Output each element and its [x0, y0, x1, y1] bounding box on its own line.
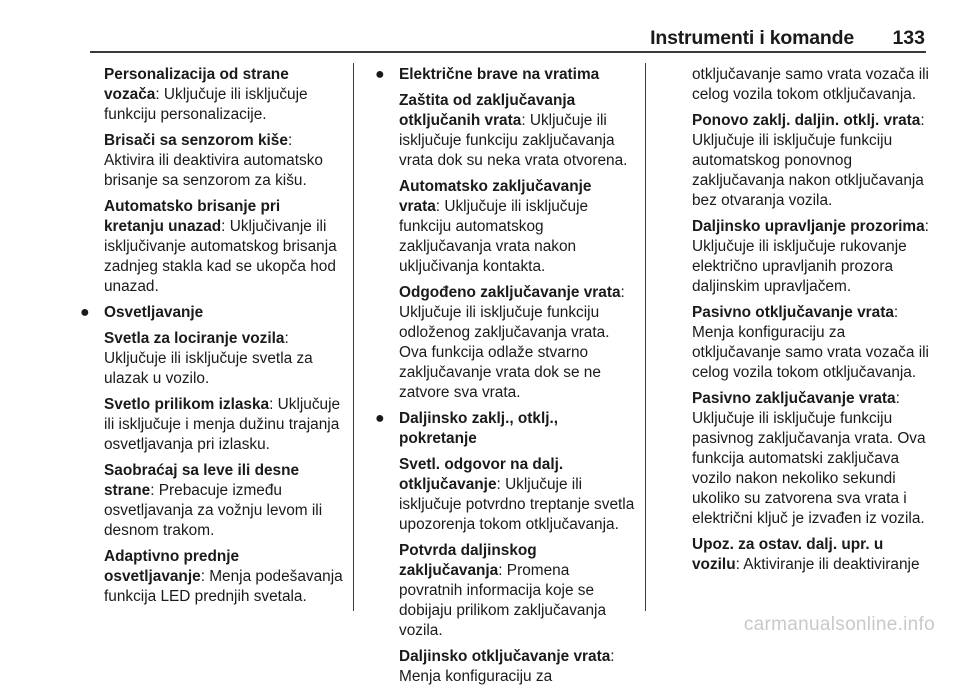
column-divider-right — [645, 63, 646, 611]
page-title: Instrumenti i komande — [650, 27, 854, 49]
section-heading — [375, 65, 635, 85]
setting-entry — [692, 389, 930, 529]
setting-name: Adaptivno prednje osvetljavanje — [104, 548, 240, 585]
section-heading-text: Električne brave na vratima — [399, 66, 600, 83]
bullet-icon: ● — [375, 410, 385, 427]
setting-description: : Prebacuje između osvetljavanja za vožnju levom ili desnom trakom. — [104, 482, 323, 539]
section-heading-text: Daljinsko zaklj., otklj., pokretanje — [399, 410, 559, 447]
setting-name: Saobraćaj sa leve ili desne strane — [104, 462, 300, 499]
setting-entry — [104, 395, 344, 455]
column-3 — [692, 65, 930, 581]
setting-name: Odgođeno zaključavanje vrata — [399, 284, 621, 301]
page-number: 133 — [892, 27, 925, 49]
setting-entry — [692, 303, 930, 383]
setting-description: : Uključuje ili isključuje funkciju automatskog zaključavanja vrata nakon uključivanja kontakta. — [399, 198, 589, 275]
bullet-icon: ● — [375, 66, 385, 83]
setting-description: : Uključuje ili isključuje funkciju zaključavanja vrata dok su neka vrata otvorena. — [399, 112, 628, 169]
setting-entry — [399, 283, 635, 403]
setting-description: : Uključivanje ili isključivanje automatskog brisanja zadnjeg stakla kad se ukopča hod unazad. — [104, 218, 337, 295]
setting-description: : Aktivira ili deaktivira automatsko brisanje sa senzorom za kišu. — [104, 132, 323, 189]
setting-description: : Uključuje ili isključuje svetla za ulazak u vozilo. — [104, 330, 313, 387]
column-divider-left — [353, 63, 354, 611]
setting-entry — [399, 91, 635, 171]
setting-name: Upoz. za ostav. dalj. upr. u vozilu — [692, 536, 884, 573]
setting-name: Pasivno zaključavanje vrata — [692, 390, 896, 407]
setting-entry — [399, 541, 635, 641]
setting-description: : Uključuje ili isključuje potvrdno treptanje svetla upozorenja tokom otključavanja. — [399, 476, 635, 533]
section-heading — [375, 409, 635, 449]
setting-description: : Uključuje ili isključuje rukovanje električno upravljanih prozora daljinskim upravljačem. — [692, 218, 929, 295]
setting-entry — [399, 177, 635, 277]
setting-name: Svetl. odgovor na dalj. otključavanje — [399, 456, 564, 493]
setting-description: : Uključuje ili isključuje funkciju automatskog ponovnog zaključavanja nakon otključavanja bez otvaranja vozila. — [692, 112, 925, 209]
section-heading — [80, 303, 344, 323]
setting-description: : Uključuje ili isključuje funkciju odloženog zaključavanja vrata. Ova funkcija odlaže stvarno zaključavanje vrata dok se ne zatvore sva vrata. — [399, 284, 625, 401]
setting-entry — [692, 217, 930, 297]
setting-description: : Menja podešavanja funkcija LED prednjih svetala. — [104, 568, 343, 605]
setting-description: : Menja konfiguraciju za — [399, 648, 615, 685]
setting-name: Potvrda daljinskog zaključavanja — [399, 542, 537, 579]
setting-name: Daljinsko upravljanje prozorima — [692, 218, 925, 235]
setting-entry — [104, 461, 344, 541]
setting-description: : Uključuje ili isključuje funkciju personalizacije. — [104, 86, 308, 123]
paragraph: otključavanje samo vrata vozača ili celog vozila tokom otključavanja. — [692, 66, 929, 103]
setting-entry — [104, 131, 344, 191]
setting-entry — [399, 455, 635, 535]
section-heading-text: Osvetljavanje — [104, 304, 204, 321]
setting-name: Automatsko zaključavanje vrata — [399, 178, 592, 215]
setting-name: Ponovo zaklj. daljin. otklj. vrata — [692, 112, 921, 129]
bullet-icon: ● — [80, 304, 90, 321]
setting-description: : Menja konfiguraciju za otključavanje samo vrata vozača ili celog vozila tokom otključavanja. — [692, 304, 929, 381]
setting-name: Pasivno otključavanje vrata — [692, 304, 894, 321]
setting-name: Daljinsko otključavanje vrata — [399, 648, 611, 665]
column-2 — [375, 65, 635, 693]
setting-name: Zaštita od zaključavanja otključanih vrata — [399, 92, 576, 129]
setting-entry — [104, 329, 344, 389]
setting-name: Personalizacija od strane vozača — [104, 66, 289, 103]
setting-name: Brisači sa senzorom kiše — [104, 132, 288, 149]
setting-description: : Promena povratnih informacija koje se dobijaju prilikom zaključavanja vozila. — [399, 562, 607, 639]
setting-description: : Uključuje ili isključuje funkciju pasivnog zaključavanja vrata. Ova funkcija automatski zaključava vozilo nakon nekoliko sekundi ukoliko su zatvorena sva vrata i električni ključ je izvađen iz vozila. — [692, 390, 926, 527]
setting-description: : Aktiviranje ili deaktiviranje — [735, 556, 920, 573]
setting-name: Svetlo prilikom izlaska — [104, 396, 270, 413]
setting-entry — [104, 197, 344, 297]
setting-entry — [104, 65, 344, 125]
setting-entry — [692, 535, 930, 575]
column-1 — [80, 65, 344, 613]
watermark: carmanualsonline.info — [743, 614, 935, 635]
setting-entry — [399, 647, 635, 687]
header-divider — [90, 51, 926, 53]
setting-entry — [104, 547, 344, 607]
setting-entry — [692, 111, 930, 211]
setting-description: : Uključuje ili isključuje i menja dužinu trajanja osvetljavanja pri izlasku. — [104, 396, 341, 453]
setting-name: Svetla za lociranje vozila — [104, 330, 285, 347]
page-header — [0, 0, 960, 48]
setting-name: Automatsko brisanje pri kretanju unazad — [104, 198, 281, 235]
